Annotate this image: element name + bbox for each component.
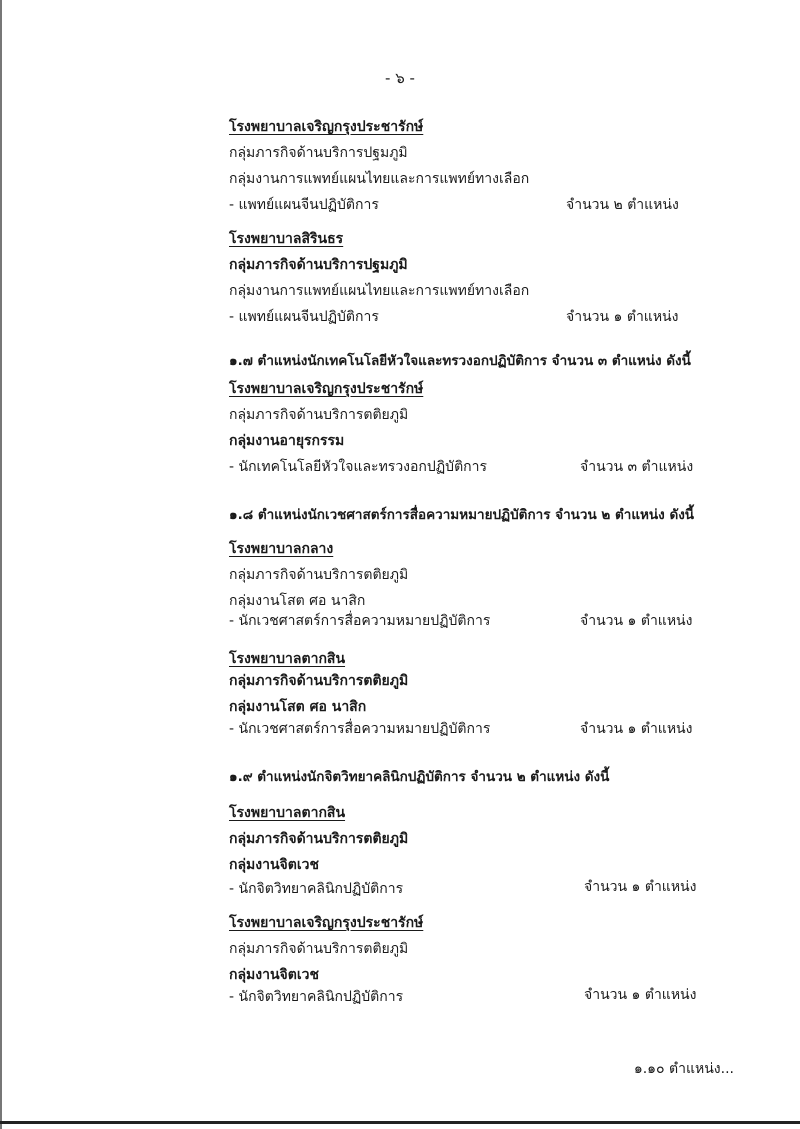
- position-amount: จำนวน ๑ ตำแหน่ง: [580, 721, 693, 737]
- continuation-note: ๑.๑๐ ตำแหน่ง...: [633, 1061, 734, 1077]
- page-bottom-edge: [0, 1121, 800, 1124]
- work-group: กลุ่มงานจิตเวช: [229, 857, 319, 873]
- position-amount: จำนวน ๑ ตำแหน่ง: [584, 987, 697, 1003]
- mission-group: กลุ่มภารกิจด้านบริการตติยภูมิ: [229, 941, 409, 957]
- work-group: กลุ่มงานอายุรกรรม: [229, 433, 345, 449]
- mission-group: กลุ่มภารกิจด้านบริการตติยภูมิ: [229, 567, 409, 583]
- hospital-name: โรงพยาบาลกลาง: [229, 541, 334, 557]
- hospital-name: โรงพยาบาลตากสิน: [229, 651, 346, 667]
- section-heading-1-9: ๑.๙ ตำแหน่งนักจิตวิทยาคลินิกปฏิบัติการ จำนวน ๒ ตำแหน่ง ดังนี้: [229, 769, 610, 785]
- mission-group: กลุ่มภารกิจด้านบริการปฐมภูมิ: [229, 145, 408, 161]
- work-group: กลุ่มงานโสต ศอ นาสิก: [229, 593, 366, 609]
- mission-group: กลุ่มภารกิจด้านบริการปฐมภูมิ: [229, 257, 408, 273]
- hospital-name: โรงพยาบาลเจริญกรุงประชารักษ์: [229, 915, 424, 931]
- page-left-edge: [0, 0, 2, 1129]
- hospital-name: โรงพยาบาลตากสิน: [229, 805, 346, 821]
- work-group: กลุ่มงานโสต ศอ นาสิก: [229, 699, 367, 715]
- work-group: กลุ่มงานการแพทย์แผนไทยและการแพทย์ทางเลือก: [229, 283, 530, 299]
- mission-group: กลุ่มภารกิจด้านบริการตติยภูมิ: [229, 673, 409, 689]
- mission-group: กลุ่มภารกิจด้านบริการตติยภูมิ: [229, 407, 409, 423]
- position-title: - นักเวชศาสตร์การสื่อความหมายปฏิบัติการ: [229, 613, 491, 629]
- hospital-name: โรงพยาบาลสิรินธร: [229, 231, 344, 247]
- position-title: - นักจิตวิทยาคลินิกปฏิบัติการ: [229, 989, 404, 1005]
- hospital-name: โรงพยาบาลเจริญกรุงประชารักษ์: [229, 381, 424, 397]
- mission-group: กลุ่มภารกิจด้านบริการตติยภูมิ: [229, 831, 409, 847]
- work-group: กลุ่มงานการแพทย์แผนไทยและการแพทย์ทางเลือก: [229, 171, 530, 187]
- position-amount: จำนวน ๑ ตำแหน่ง: [566, 309, 679, 325]
- position-title: - แพทย์แผนจีนปฏิบัติการ: [229, 197, 379, 213]
- position-title: - แพทย์แผนจีนปฏิบัติการ: [229, 309, 379, 325]
- position-title: - นักเทคโนโลยีหัวใจและทรวงอกปฏิบัติการ: [229, 459, 488, 475]
- page-number: - ๖ -: [385, 69, 415, 87]
- section-heading-1-8: ๑.๘ ตำแหน่งนักเวชศาสตร์การสื่อความหมายปฏิบัติการ จำนวน ๒ ตำแหน่ง ดังนี้: [229, 507, 695, 523]
- work-group: กลุ่มงานจิตเวช: [229, 967, 319, 983]
- position-amount: จำนวน ๓ ตำแหน่ง: [580, 459, 694, 475]
- position-amount: จำนวน ๑ ตำแหน่ง: [584, 879, 697, 895]
- position-amount: จำนวน ๑ ตำแหน่ง: [580, 613, 693, 629]
- hospital-name: โรงพยาบาลเจริญกรุงประชารักษ์: [229, 119, 424, 135]
- position-title: - นักจิตวิทยาคลินิกปฏิบัติการ: [229, 881, 404, 897]
- position-amount: จำนวน ๒ ตำแหน่ง: [566, 197, 679, 213]
- section-heading-1-7: ๑.๗ ตำแหน่งนักเทคโนโลยีหัวใจและทรวงอกปฏิบัติการ จำนวน ๓ ตำแหน่ง ดังนี้: [229, 353, 691, 369]
- position-title: - นักเวชศาสตร์การสื่อความหมายปฏิบัติการ: [229, 721, 491, 737]
